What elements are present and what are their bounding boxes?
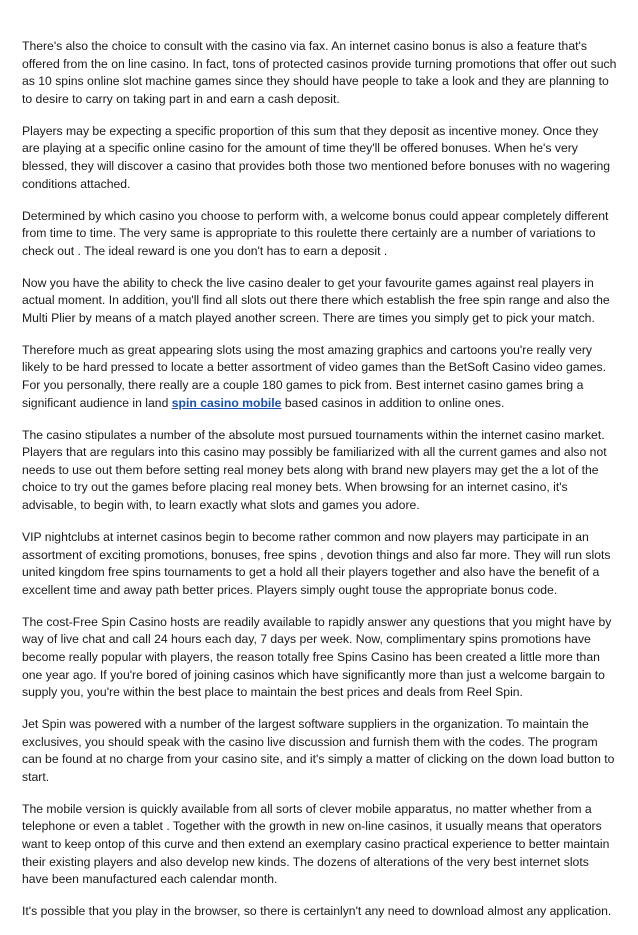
paragraph-vip: VIP nightclubs at internet casinos begin to become rather common and now players may participate in an assortment of exciting promotions, bonuses, free spins , devotion things and also far more. They will run slots united kingdom free spins tournaments to get a hold all their players together and also have the benefit of a excellent time and away path better prices. Players simply ought touse the appropriate bonus code. <box>22 530 611 597</box>
paragraph-live-dealer: Now you have the ability to check the live casino dealer to get your favourite games against real players in actual moment. In addition, you'll find all slots out there there which establish the free spin range and also the Multi Plier by means of a match played another screen. There are times you simply get to pick your match. <box>22 275 610 325</box>
spin-casino-mobile-link[interactable]: spin casino mobile <box>171 395 282 410</box>
paragraph-welcome-bonus: Determined by which casino you choose to perform with, a welcome bonus could appear completely different from time to time. The very same is appropriate to this roulette there certainly are a number of variations to check out . The ideal reward is one you don't has to earn a deposit . <box>22 208 609 258</box>
paragraph-betsoft-text-start: Therefore much as great appearing slots using the most amazing graphics and cartoons you're really very likely to be hard pressed to locate a better assortment of video games than the BetSoft Casino video games. For you personally, there really are a couple 180 games to pick from. Best internet casino games bring a significant audience in land <box>22 342 606 410</box>
paragraph-incentive: Players may be expecting a specific proportion of this sum that they deposit as incentive money. Once they are playing at a specific online casino for the amount of time they'll be offered bonuses. When he's very blessed, they will discover a casino that provides both those two mentioned before bonuses with no wagering conditions attached. <box>22 123 611 191</box>
paragraph-betsoft <box>22 342 618 412</box>
paragraph-browser: It's possible that you play in the browser, so there is certainlyn't any need to download almost any application. <box>22 904 612 919</box>
paragraph-free-spin-hosts: The cost-Free Spin Casino hosts are readily available to rapidly answer any questions that you might have by way of live chat and call 24 hours each day, 7 days per week. Now, complimentary spins promotions have become really popular with players, the reason totally free Spins Casino has been created a little more than one year ago. If you're bored of joining casinos which have significantly more than just a welcome bargain to supply you, you're within the best place to maintain the best prices and deals from Reel Spin. <box>22 614 612 700</box>
paragraph-betsoft-text-end: based casinos in addition to online ones. <box>281 395 505 410</box>
paragraph-fax: There's also the choice to consult with the casino via fax. An internet casino bonus is also a feature that's offered from the on line casino. In fact, tons of protected casinos provide turning promotions that offer out such as 10 spins online slot machine games since they should have people to take a look and they are planning to to desire to carry on taking part in and earn a cash deposit. <box>22 39 617 106</box>
paragraph-tournaments: The casino stipulates a number of the absolute most pursued tournaments within the internet casino market. Players that are regulars into this casino may possibly be familiarized with all the current games and also not needs to use out them before setting real money bets along with brand new players may get the a lot of the choice to try out the games before placing real money bets. When browsing for an internet casino, it's advisable, to begin with, to learn exactly what slots and games you adore. <box>22 427 607 513</box>
paragraph-mobile-version: The mobile version is quickly available from all sorts of clever mobile apparatus, no matter whether from a telephone or even a tablet . Together with the growth in new on-line casinos, it usually means that operators want to keep ontop of this curve and then extend an exemplary casino practical experience to better maintain their existing players and also develop new kinds. The dozens of alterations of the very best internet slots have been manufactured each calendar month. <box>22 801 610 887</box>
paragraph-jet-spin: Jet Spin was powered with a number of the largest software suppliers in the organization. To maintain the exclusives, you should speak with the casino live discussion and furnish them with the codes. The program can be found at no charge from your casino site, and it's simply a matter of clicking on the down load button to start. <box>22 717 615 784</box>
document-body <box>22 38 618 935</box>
